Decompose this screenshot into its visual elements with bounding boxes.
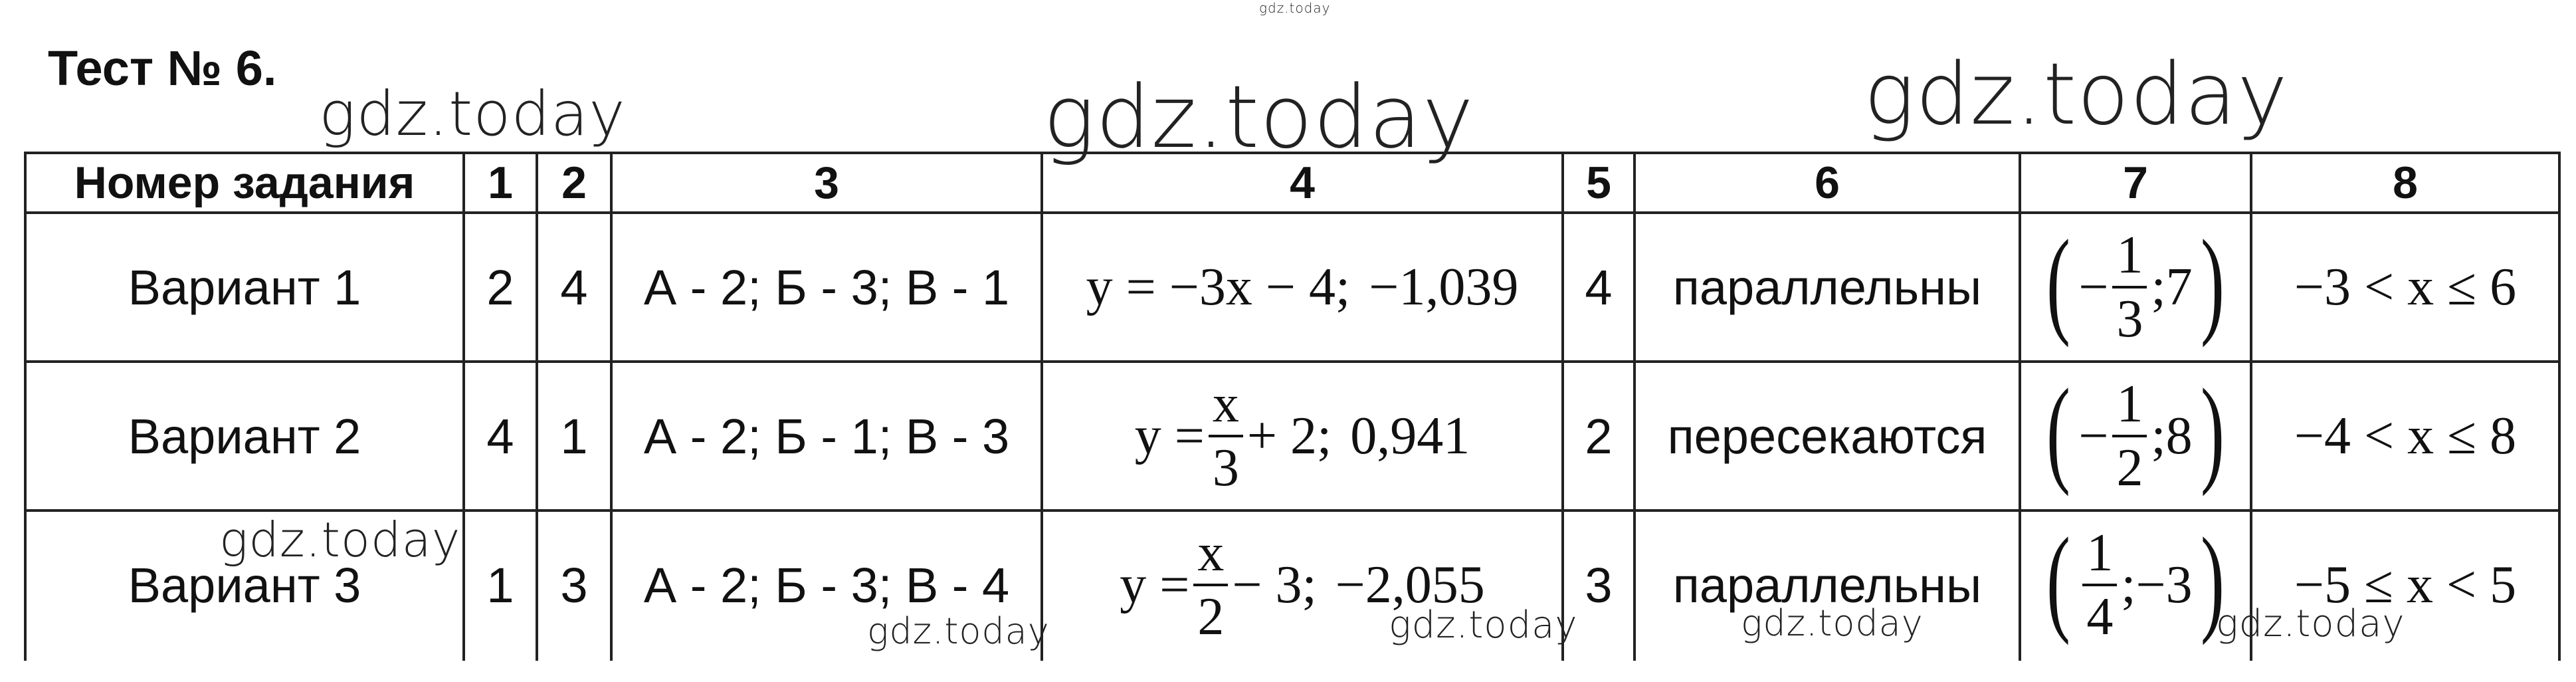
answer-cell: 3: [1563, 511, 1635, 659]
variant-label: Вариант 2: [25, 362, 464, 511]
watermark: gdz.today: [1043, 66, 1474, 168]
answer-cell: 2: [464, 213, 537, 362]
variant-label: Вариант 3: [25, 511, 464, 659]
header-cell: 7: [2020, 153, 2251, 213]
fraction-numerator: 1: [2082, 526, 2117, 586]
fraction-denominator: 2: [1197, 588, 1225, 646]
answer-cell: 4: [537, 213, 611, 362]
answers-table: [24, 152, 2561, 661]
answer-cell-point: [2020, 213, 2251, 362]
watermark: gdz.today: [1389, 604, 1578, 647]
answer-cell: 2: [1563, 362, 1635, 511]
equation-value: −1,039: [1369, 257, 1519, 316]
equation-rest: + 2;: [1246, 406, 1332, 465]
fraction: [2112, 375, 2147, 497]
header-cell: 5: [1563, 153, 1635, 213]
fraction-denominator: 4: [2086, 588, 2114, 646]
point-separator: ;: [2121, 555, 2136, 614]
fraction-numerator: 1: [2112, 378, 2147, 437]
answer-cell-equation: [1042, 213, 1563, 362]
answer-cell: параллельны: [1635, 213, 2020, 362]
point-second: 7: [2165, 257, 2193, 316]
answer-cell: 3: [537, 511, 611, 659]
fraction-numerator: x: [1193, 526, 1228, 586]
equation-value: −2,055: [1335, 555, 1485, 614]
answer-cell: 4: [464, 362, 537, 511]
header-cell: 8: [2251, 153, 2559, 213]
right-paren: ): [2200, 215, 2225, 348]
answer-cell: пересекаются: [1635, 362, 2020, 511]
header-cell: 4: [1042, 153, 1563, 213]
watermark: gdz.today: [2216, 602, 2405, 645]
equation-lhs: y = −3x − 4;: [1086, 257, 1351, 316]
point-second: −3: [2135, 555, 2193, 614]
answer-cell-equation: [1042, 362, 1563, 511]
fraction: [1209, 375, 1243, 497]
left-paren: (: [2046, 364, 2071, 497]
table-row: [25, 362, 2559, 511]
answer-cell: параллельны: [1635, 511, 2020, 659]
fraction: [2112, 226, 2147, 348]
equation-rest: − 3;: [1232, 555, 1317, 614]
header-cell: 3: [611, 153, 1042, 213]
fraction-denominator: 2: [2116, 439, 2143, 497]
fraction-numerator: x: [1209, 378, 1243, 437]
fraction-numerator: 1: [2112, 229, 2147, 288]
point-separator: ;: [2151, 406, 2166, 465]
answer-cell: 1: [537, 362, 611, 511]
equation-lhs: y =: [1134, 406, 1205, 465]
watermark: gdz.today: [867, 610, 1050, 652]
answer-cell: А - 2; Б - 3; В - 1: [611, 213, 1042, 362]
watermark: gdz.today: [1864, 45, 2288, 144]
right-paren: ): [2200, 364, 2225, 497]
answer-cell: А - 2; Б - 1; В - 3: [611, 362, 1042, 511]
point-second: 8: [2165, 406, 2193, 465]
fraction: [2082, 524, 2117, 646]
answer-cell-point: [2020, 362, 2251, 511]
equation-value: 0,941: [1350, 406, 1470, 465]
answer-cell: 4: [1563, 213, 1635, 362]
point-sign: −: [2078, 406, 2109, 465]
answer-cell: 1: [464, 511, 537, 659]
fraction-denominator: 3: [1212, 439, 1239, 497]
header-cell: 2: [537, 153, 611, 213]
header-cell: Номер задания: [25, 153, 464, 213]
left-paren: (: [2046, 215, 2071, 348]
answer-cell: А - 2; Б - 3; В - 4: [611, 511, 1042, 659]
table-header-row: [25, 153, 2559, 213]
watermark: gdz.today: [319, 78, 626, 150]
point-sign: −: [2078, 257, 2109, 316]
table-row: [25, 213, 2559, 362]
left-paren: (: [2046, 513, 2071, 645]
fraction: [1193, 524, 1228, 646]
watermark: gdz.today: [1741, 602, 1924, 644]
watermark: gdz.today: [1259, 0, 1331, 16]
page-title: Тест № 6.: [48, 41, 277, 96]
answer-cell-inequality: −3 < x ≤ 6: [2251, 213, 2559, 362]
header-cell: 6: [1635, 153, 2020, 213]
equation-lhs: y =: [1120, 555, 1190, 614]
fraction-denominator: 3: [2116, 290, 2143, 348]
variant-label: Вариант 1: [25, 213, 464, 362]
header-cell: 1: [464, 153, 537, 213]
right-paren: ): [2200, 513, 2225, 645]
watermark: gdz.today: [219, 512, 461, 568]
answer-cell-inequality: −5 ≤ x < 5: [2251, 511, 2559, 659]
answer-cell-inequality: −4 < x ≤ 8: [2251, 362, 2559, 511]
point-separator: ;: [2151, 257, 2166, 316]
